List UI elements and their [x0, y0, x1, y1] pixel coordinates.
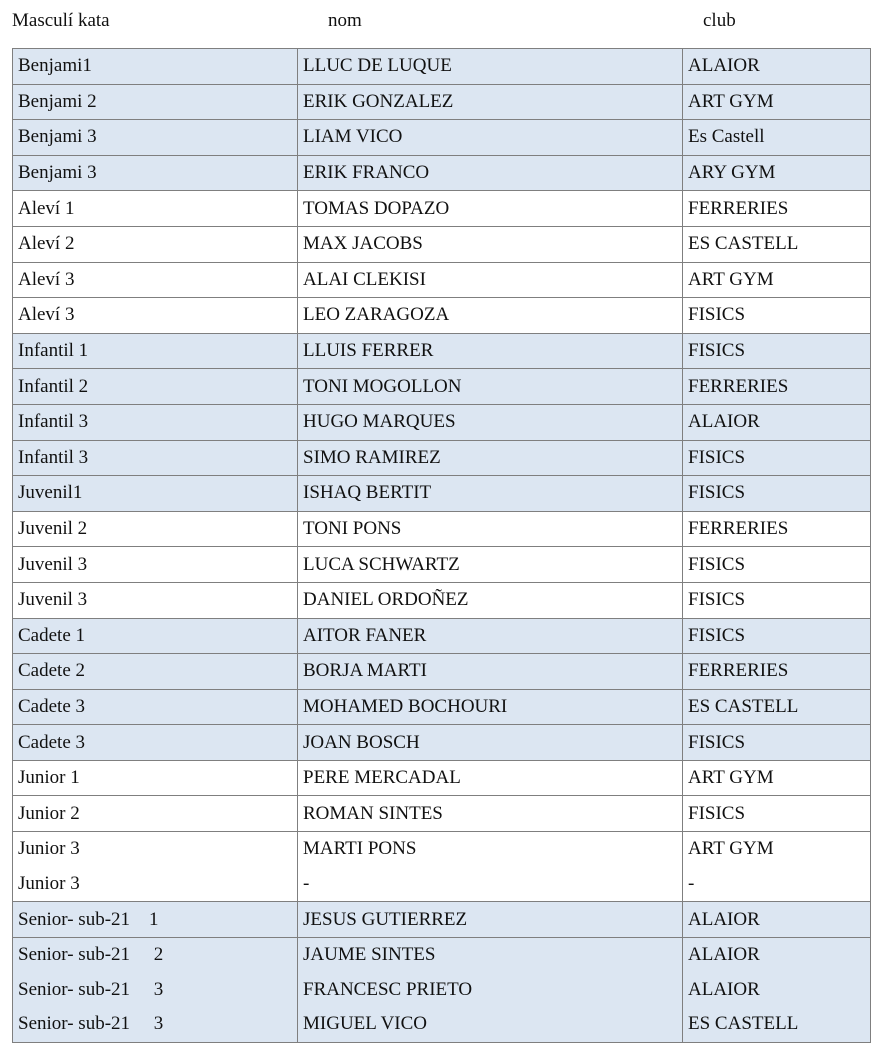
name-cell: BORJA MARTI	[298, 654, 683, 690]
club-cell: ALAIOR	[683, 902, 871, 938]
club-cell: FERRERIES	[683, 654, 871, 690]
table-row	[13, 155, 871, 191]
category-cell: Benjami 3	[13, 155, 298, 191]
club-cell: FERRERIES	[683, 191, 871, 227]
table-row	[13, 333, 871, 369]
name-cell: AITOR FANER	[298, 618, 683, 654]
category-cell: Infantil 3	[13, 440, 298, 476]
club-cell: ART GYM	[683, 84, 871, 120]
column-header-club: club	[703, 10, 736, 31]
category-cell: Cadete 3	[13, 689, 298, 725]
category-cell: Junior 1	[13, 760, 298, 796]
table-row	[13, 369, 871, 405]
table-row	[13, 440, 871, 476]
column-header-category: Masculí kata	[12, 10, 110, 31]
name-cell: TONI MOGOLLON	[298, 369, 683, 405]
name-cell: JAUME SINTES	[298, 937, 683, 972]
club-cell: ES CASTELL	[683, 1007, 871, 1042]
table-row	[13, 49, 871, 85]
category-cell: Infantil 1	[13, 333, 298, 369]
club-cell: FERRERIES	[683, 369, 871, 405]
category-cell: Infantil 3	[13, 404, 298, 440]
column-header-name: nom	[328, 10, 362, 31]
category-cell: Senior- sub-21 1	[13, 902, 298, 938]
club-cell: FISICS	[683, 476, 871, 512]
category-cell: Junior 2	[13, 796, 298, 832]
category-cell: Infantil 2	[13, 369, 298, 405]
category-cell: Aleví 2	[13, 226, 298, 262]
club-cell: FISICS	[683, 547, 871, 583]
category-cell: Junior 3	[13, 832, 298, 867]
name-cell: LLUIS FERRER	[298, 333, 683, 369]
results-table-body	[13, 49, 871, 1043]
table-row	[13, 832, 871, 867]
club-cell: FISICS	[683, 440, 871, 476]
club-cell: Es Castell	[683, 120, 871, 156]
club-cell: ART GYM	[683, 832, 871, 867]
category-cell: Juvenil 2	[13, 511, 298, 547]
name-cell: FRANCESC PRIETO	[298, 972, 683, 1007]
category-cell: Benjami 2	[13, 84, 298, 120]
club-cell: ALAIOR	[683, 937, 871, 972]
club-cell: ALAIOR	[683, 404, 871, 440]
name-cell: ISHAQ BERTIT	[298, 476, 683, 512]
results-table	[12, 48, 871, 1043]
category-cell: Aleví 3	[13, 298, 298, 334]
table-row	[13, 191, 871, 227]
name-cell: SIMO RAMIREZ	[298, 440, 683, 476]
club-cell: FISICS	[683, 333, 871, 369]
club-cell: FERRERIES	[683, 511, 871, 547]
table-row	[13, 226, 871, 262]
club-cell: FISICS	[683, 796, 871, 832]
name-cell: JOAN BOSCH	[298, 725, 683, 761]
name-cell: ALAI CLEKISI	[298, 262, 683, 298]
category-cell: Senior- sub-21 2	[13, 937, 298, 972]
category-cell: Benjami 3	[13, 120, 298, 156]
name-cell: HUGO MARQUES	[298, 404, 683, 440]
name-cell: MAX JACOBS	[298, 226, 683, 262]
name-cell: TONI PONS	[298, 511, 683, 547]
club-cell: FISICS	[683, 618, 871, 654]
category-cell: Cadete 3	[13, 725, 298, 761]
table-row	[13, 298, 871, 334]
name-cell: LEO ZARAGOZA	[298, 298, 683, 334]
name-cell: MIGUEL VICO	[298, 1007, 683, 1042]
category-cell: Juvenil1	[13, 476, 298, 512]
club-cell: ES CASTELL	[683, 226, 871, 262]
name-cell: ROMAN SINTES	[298, 796, 683, 832]
category-cell: Senior- sub-21 3	[13, 1007, 298, 1042]
name-cell: LLUC DE LUQUE	[298, 49, 683, 85]
category-cell: Juvenil 3	[13, 582, 298, 618]
table-row	[13, 476, 871, 512]
club-cell: ARY GYM	[683, 155, 871, 191]
name-cell: ERIK FRANCO	[298, 155, 683, 191]
club-cell: FISICS	[683, 582, 871, 618]
table-row	[13, 120, 871, 156]
name-cell: JESUS GUTIERREZ	[298, 902, 683, 938]
table-row	[13, 867, 871, 902]
category-cell: Junior 3	[13, 867, 298, 902]
table-row	[13, 1007, 871, 1042]
table-row	[13, 725, 871, 761]
club-cell: ALAIOR	[683, 972, 871, 1007]
category-cell: Juvenil 3	[13, 547, 298, 583]
club-cell: -	[683, 867, 871, 902]
table-row	[13, 547, 871, 583]
table-row	[13, 654, 871, 690]
name-cell: TOMAS DOPAZO	[298, 191, 683, 227]
table-row	[13, 84, 871, 120]
name-cell: LUCA SCHWARTZ	[298, 547, 683, 583]
name-cell: LIAM VICO	[298, 120, 683, 156]
category-cell: Senior- sub-21 3	[13, 972, 298, 1007]
category-cell: Aleví 3	[13, 262, 298, 298]
table-row	[13, 511, 871, 547]
table-row	[13, 689, 871, 725]
name-cell: ERIK GONZALEZ	[298, 84, 683, 120]
table-row	[13, 618, 871, 654]
club-cell: ES CASTELL	[683, 689, 871, 725]
name-cell: -	[298, 867, 683, 902]
table-row	[13, 582, 871, 618]
category-cell: Cadete 1	[13, 618, 298, 654]
table-row	[13, 404, 871, 440]
name-cell: MARTI PONS	[298, 832, 683, 867]
table-row	[13, 902, 871, 938]
category-cell: Benjami1	[13, 49, 298, 85]
club-cell: FISICS	[683, 298, 871, 334]
club-cell: FISICS	[683, 725, 871, 761]
category-cell: Cadete 2	[13, 654, 298, 690]
table-row	[13, 796, 871, 832]
name-cell: DANIEL ORDOÑEZ	[298, 582, 683, 618]
name-cell: PERE MERCADAL	[298, 760, 683, 796]
table-row	[13, 760, 871, 796]
club-cell: ART GYM	[683, 760, 871, 796]
club-cell: ALAIOR	[683, 49, 871, 85]
category-cell: Aleví 1	[13, 191, 298, 227]
table-row	[13, 937, 871, 972]
table-row	[13, 972, 871, 1007]
club-cell: ART GYM	[683, 262, 871, 298]
table-row	[13, 262, 871, 298]
name-cell: MOHAMED BOCHOURI	[298, 689, 683, 725]
